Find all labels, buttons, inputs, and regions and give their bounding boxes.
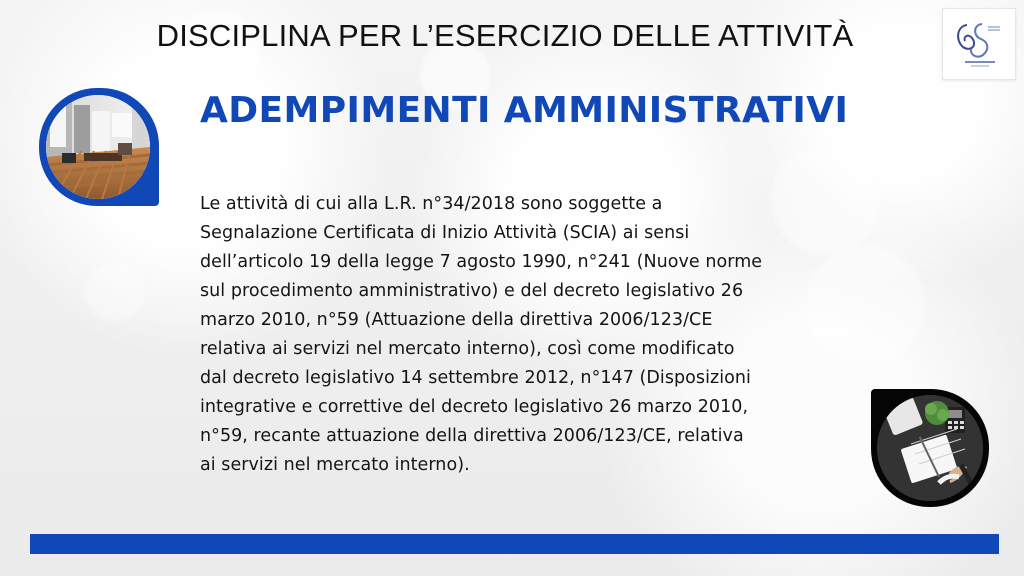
body-line: dal decreto legislativo 14 settembre 2012, n°147 (Disposizioni	[200, 368, 751, 388]
section-heading: ADEMPIMENTI AMMINISTRATIVI	[200, 90, 849, 131]
office-room-icon	[46, 95, 150, 199]
desk-planner-icon	[877, 395, 983, 501]
bottom-accent-bar	[30, 534, 999, 554]
office-room-photo	[46, 95, 150, 199]
body-line: Segnalazione Certificata di Inizio Attività (SCIA) ai sensi	[200, 223, 690, 243]
body-line: n°59, recante attuazione della direttiva 2006/123/CE, relativa	[200, 426, 744, 446]
company-logo	[942, 8, 1016, 80]
background-bokeh	[885, 92, 965, 172]
body-line: Le attività di cui alla L.R. n°34/2018 sono soggette a	[200, 194, 663, 214]
body-line: sul procedimento amministrativo) e del decreto legislativo 26	[200, 281, 744, 301]
body-line: ai servizi nel mercato interno).	[200, 455, 470, 475]
body-line: marzo 2010, n°59 (Attuazione della direttiva 2006/123/CE	[200, 310, 713, 330]
right-image-frame	[871, 389, 989, 507]
body-line: relativa ai servizi nel mercato interno), così come modificato	[200, 339, 735, 359]
logo-icon	[943, 9, 1015, 79]
body-text-block	[200, 190, 840, 480]
left-image-frame	[39, 88, 159, 206]
body-line: dell’articolo 19 della legge 7 agosto 1990, n°241 (Nuove norme	[200, 252, 763, 272]
background-bokeh	[85, 262, 145, 322]
desk-planner-photo	[877, 395, 983, 501]
slide-title: DISCIPLINA PER L’ESERCIZIO DELLE ATTIVITÀ	[156, 18, 854, 53]
body-line: integrative e correttive del decreto legislativo 26 marzo 2010,	[200, 397, 749, 417]
